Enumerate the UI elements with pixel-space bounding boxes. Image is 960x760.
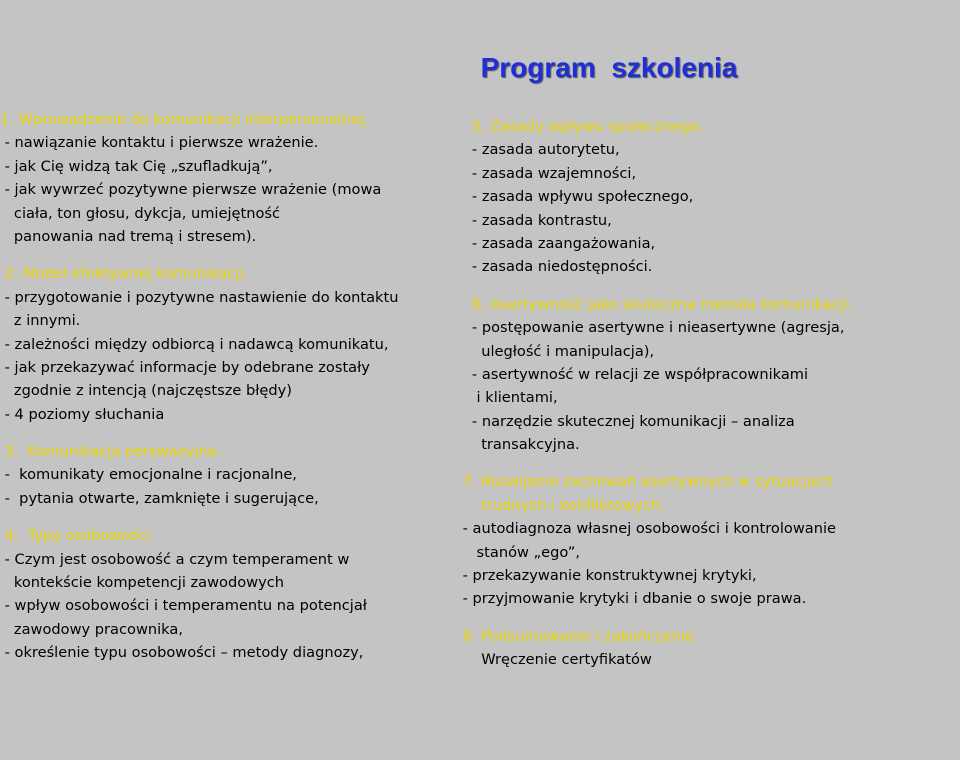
- list-item: - postępowanie asertywne i nieasertywne (agresja,: [458, 319, 845, 337]
- list-item: - jak Cię widzą tak Cię „szufladkują”,: [0, 157, 273, 175]
- list-item: - zasada autorytetu,: [458, 141, 620, 159]
- section-heading: 8. Podsumowanie i zakończenie.: [458, 627, 699, 645]
- list-item: z innymi.: [0, 312, 81, 330]
- list-item: - zasada zaangażowania,: [458, 234, 656, 252]
- list-item: - zasada wpływu społecznego,: [458, 188, 694, 206]
- list-item: - autodiagnoza własnej osobowości i kontrolowanie: [458, 520, 836, 538]
- list-item: - zasada wzajemności,: [458, 164, 637, 182]
- section-heading: 2. Model efektywnej komunikacji.: [0, 265, 248, 283]
- list-item: - narzędzie skutecznej komunikacji – analiza: [458, 412, 795, 430]
- list-item: Wręczenie certyfikatów: [458, 651, 652, 669]
- list-item: zawodowy pracownika,: [0, 620, 183, 638]
- list-item: - określenie typu osobowości – metody diagnozy,: [0, 644, 364, 662]
- spacer: [458, 279, 958, 293]
- list-item: panowania nad tremą i stresem).: [0, 227, 257, 245]
- section-heading: 3. Komunikacja perswazyjna.: [0, 443, 222, 461]
- list-item: stanów „ego”,: [458, 543, 580, 561]
- list-item: kontekście kompetencji zawodowych: [0, 574, 285, 592]
- list-item: - wpływ osobowości i temperamentu na potencjał: [0, 597, 367, 615]
- list-item: uległość i manipulacja),: [458, 342, 655, 360]
- page-title-text: Program szkolenia: [480, 52, 738, 83]
- section-heading: trudnych i konfliktowych.: [458, 496, 665, 514]
- left-column: [0, 108, 455, 665]
- list-item: - nawiązanie kontaktu i pierwsze wrażenie.: [0, 134, 319, 152]
- section-heading: 1. Wprowadzenie do komunikacji interpersonalnej.: [0, 111, 369, 128]
- spacer: [458, 611, 958, 625]
- spacer: [458, 456, 958, 470]
- spacer: [0, 510, 455, 524]
- section-heading: 7. Rozwijanie zachowań asertywnych w sytuacjach: [458, 473, 834, 491]
- spacer: [0, 426, 455, 440]
- list-item: - przekazywanie konstruktywnej krytyki,: [458, 567, 757, 585]
- list-item: i klientami,: [458, 389, 558, 407]
- list-item: - przyjmowanie krytyki i dbanie o swoje prawa.: [458, 590, 807, 608]
- list-item: ciała, ton głosu, dykcja, umiejętność: [0, 204, 281, 222]
- list-item: - 4 poziomy słuchania: [0, 405, 165, 423]
- page-title: [0, 52, 906, 84]
- list-item: - jak przekazywać informacje by odebrane zostały: [0, 358, 370, 376]
- list-item: - zależności między odbiorcą i nadawcą komunikatu,: [0, 335, 389, 353]
- section-heading: 5. Zasady wpływu społecznego.: [458, 118, 704, 135]
- list-item: transakcyjna.: [458, 436, 580, 454]
- list-item: - zasada kontrastu,: [458, 211, 612, 229]
- list-item: - Czym jest osobowość a czym temperament w: [0, 550, 350, 568]
- list-item: zgodnie z intencją (najczęstsze błędy): [0, 382, 292, 400]
- list-item: - jak wywrzeć pozytywne pierwsze wrażenie (mowa: [0, 181, 382, 199]
- right-column: [458, 115, 958, 672]
- spacer: [0, 248, 455, 262]
- list-item: - pytania otwarte, zamknięte i sugerujące,: [0, 489, 319, 507]
- section-heading: 4. Typy osobowości.: [0, 527, 155, 545]
- list-item: - przygotowanie i pozytywne nastawienie do kontaktu: [0, 288, 399, 306]
- section-heading: 6. Asertywność jako skuteczna metoda komunikacji.: [458, 295, 853, 313]
- list-item: - zasada niedostępności.: [458, 258, 653, 276]
- list-item: - asertywność w relacji ze współpracownikami: [458, 365, 809, 383]
- list-item: - komunikaty emocjonalne i racjonalne,: [0, 466, 297, 484]
